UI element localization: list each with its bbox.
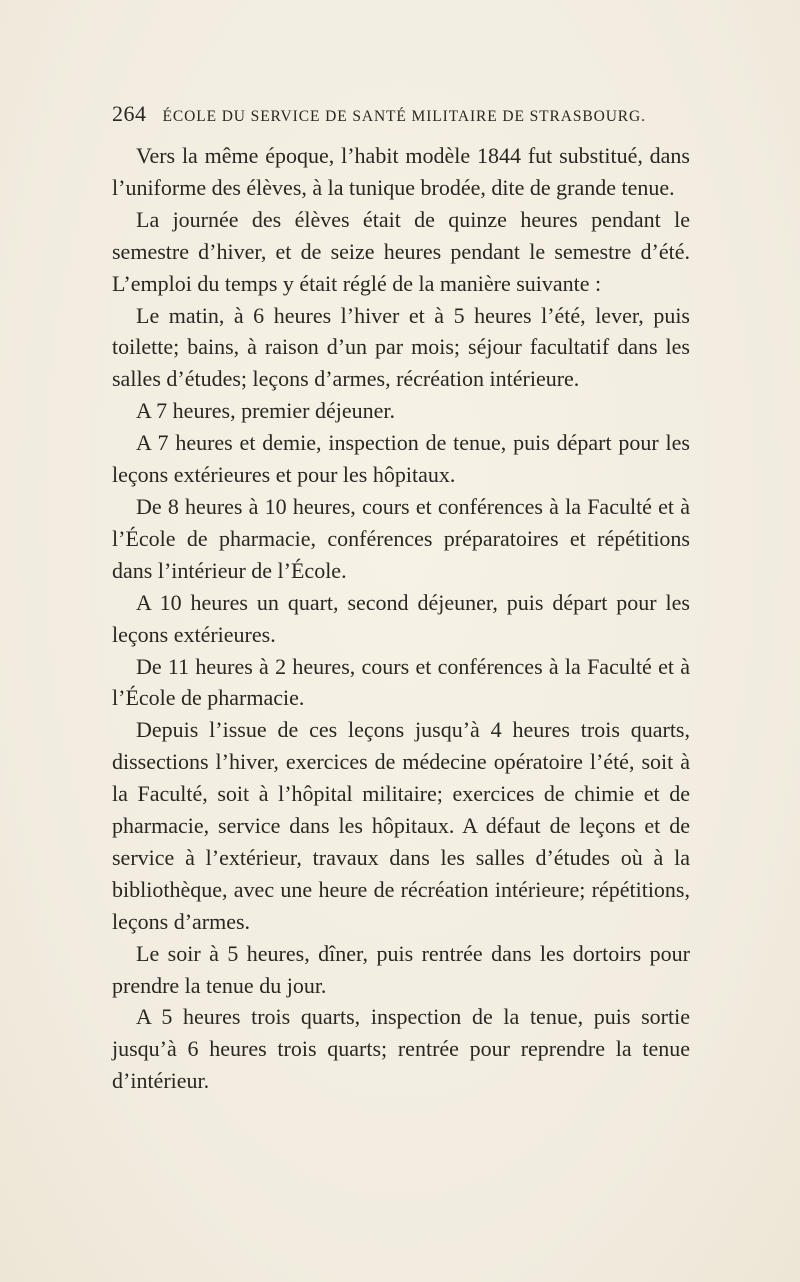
running-title: ÉCOLE DU SERVICE DE SANTÉ MILITAIRE DE STRASBOURG. [162,108,646,125]
paragraph: De 8 heures à 10 heures, cours et conférences à la Faculté et à l’École de pharmacie, conférences préparatoires et répétitions dans l’intérieur de l’École. [112,493,690,583]
paragraph: La journée des élèves était de quinze heures pendant le semestre d’hiver, et de seize heures pendant le semestre d’été. L’emploi du temps y était réglé de la manière suivante : [112,206,690,296]
paragraph: A 7 heures et demie, inspection de tenue, puis départ pour les leçons extérieures et pour les hôpitaux. [112,430,690,488]
paragraph: A 7 heures, premier déjeuner. [136,398,396,424]
paragraph: Le soir à 5 heures, dîner, puis rentrée dans les dortoirs pour prendre la tenue du jour. [112,940,690,998]
paragraph: De 11 heures à 2 heures, cours et conférences à la Faculté et à l’École de pharmacie. [112,653,690,711]
paragraph: Vers la même époque, l’habit modèle 1844 fut substitué, dans l’uniforme des élèves, à la tunique brodée, dite de grande tenue. [112,143,690,200]
page-header [112,101,690,131]
paragraph: Le matin, à 6 heures l’hiver et à 5 heures l’été, lever, puis toilette; bains, à raison d’un par mois; séjour facultatif dans les salles d’études; leçons d’armes, récréation intérieure. [112,302,690,392]
paragraph: A 5 heures trois quarts, inspection de la tenue, puis sortie jusqu’à 6 heures trois quarts; rentrée pour reprendre la tenue d’intérieur. [112,1004,690,1094]
page-number: 264 [112,101,147,126]
paragraph: A 10 heures un quart, second déjeuner, puis départ pour les leçons extérieures. [112,589,690,647]
body-text [112,140,690,1097]
paragraph: Depuis l’issue de ces leçons jusqu’à 4 heures trois quarts, dissections l’hiver, exercices de médecine opératoire l’été, soit à la Faculté, soit à l’hôpital militaire; exercices de chimie et de pharmacie, service dans les hôpitaux. A défaut de leçons et de service à l’extérieur, travaux dans les salles d’études où à la bibliothèque, avec une heure de récréation intérieure; répétitions, leçons d’armes. [112,717,690,934]
